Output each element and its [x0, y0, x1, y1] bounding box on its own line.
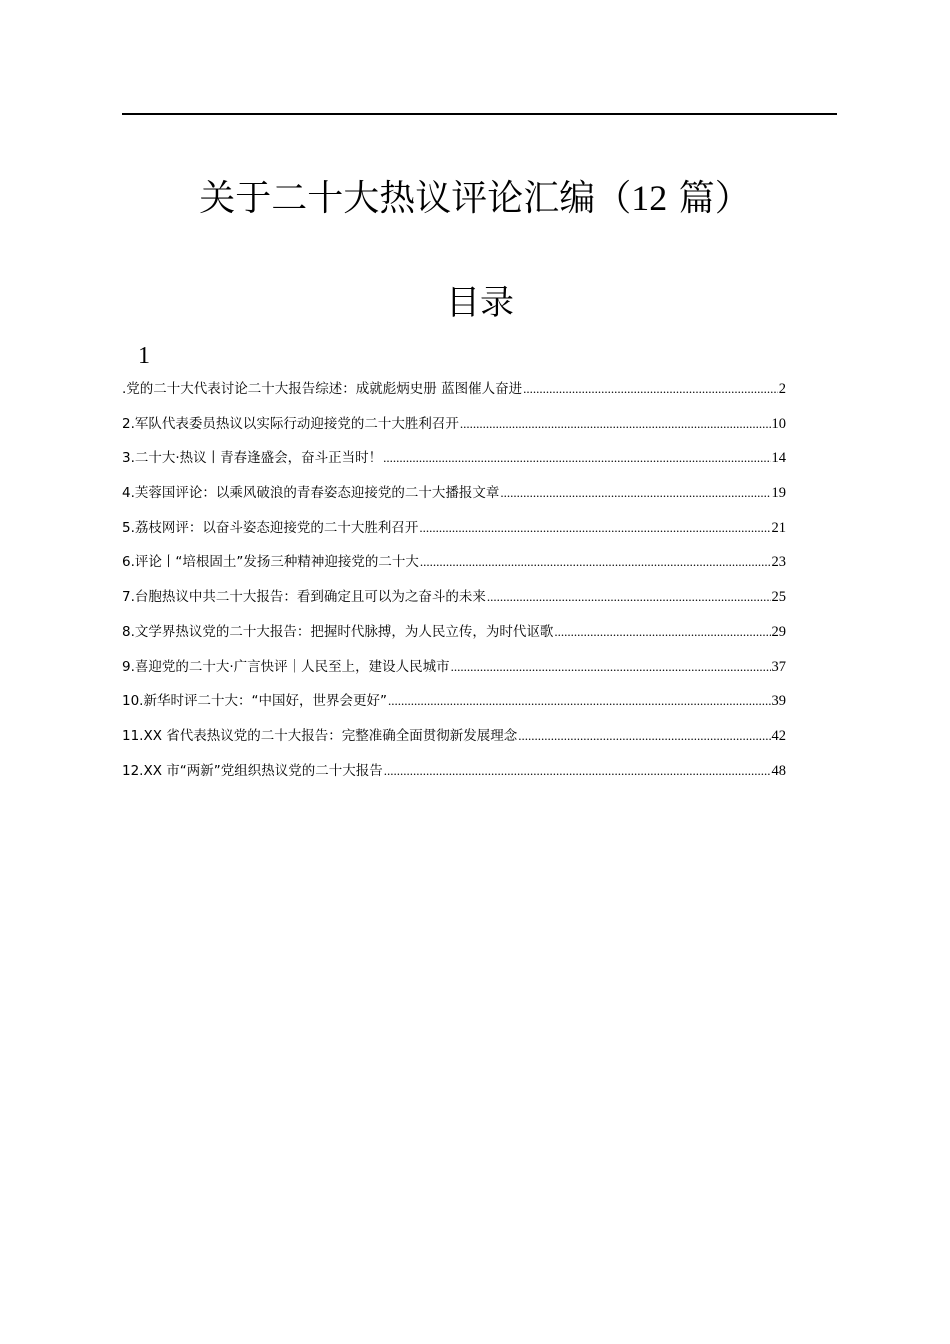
- toc-page-number[interactable]: 10: [771, 415, 786, 432]
- toc-page-number[interactable]: 23: [771, 554, 786, 571]
- toc-dot-leader: [388, 690, 771, 712]
- toc-entry-title[interactable]: 6.评论丨“培根固土”发扬三种精神迎接党的二十大: [122, 554, 419, 571]
- toc-dot-leader: [460, 413, 771, 435]
- toc-page-number[interactable]: 19: [771, 485, 786, 502]
- toc-page-number[interactable]: 14: [771, 450, 786, 467]
- toc-page-number[interactable]: 2: [778, 381, 786, 397]
- toc-dot-leader: [518, 725, 770, 747]
- toc-entry[interactable]: [122, 760, 786, 795]
- toc-entry-title[interactable]: 9.喜迎党的二十大·广言快评｜人民至上，建设人民城市: [122, 658, 450, 675]
- toc-entry[interactable]: [122, 447, 786, 482]
- toc-entry-title[interactable]: 12.XX 市“两新”党组织热议党的二十大报告: [122, 762, 383, 779]
- toc-entry[interactable]: [122, 482, 786, 517]
- toc-entry[interactable]: [122, 725, 786, 760]
- first-entry-number: 1: [138, 343, 150, 369]
- toc-entry[interactable]: [122, 690, 786, 725]
- toc-page-number[interactable]: 29: [771, 623, 786, 640]
- document-title: [0, 174, 950, 223]
- toc-entry-title[interactable]: 3.二十大·热议丨青春逢盛会，奋斗正当时！: [122, 450, 383, 467]
- toc-entry-title[interactable]: 10.新华时评二十大：“中国好，世界会更好”: [122, 693, 387, 710]
- toc-entry-title[interactable]: 8.文学界热议党的二十大报告：把握时代脉搏，为人民立传，为时代讴歌: [122, 623, 554, 640]
- title-number: 12: [631, 178, 668, 218]
- toc-dot-leader: [384, 760, 771, 782]
- toc-dot-leader: [419, 517, 770, 539]
- toc-entry-title[interactable]: 2.军队代表委员热议以实际行动迎接党的二十大胜利召开: [122, 415, 459, 432]
- toc-dot-leader: [383, 447, 770, 469]
- toc-page-number[interactable]: 48: [771, 762, 786, 779]
- toc-entry[interactable]: [122, 413, 786, 448]
- toc-entry-title[interactable]: 7.台胞热议中共二十大报告：看到确定且可以为之奋斗的未来: [122, 589, 486, 606]
- toc-dot-leader: [451, 656, 771, 678]
- toc-dot-leader: [554, 621, 770, 643]
- table-of-contents: [122, 378, 786, 794]
- toc-entry[interactable]: [122, 586, 786, 621]
- toc-entry-title[interactable]: .党的二十大代表讨论二十大报告综述：成就彪炳史册 蓝图催人奋进: [122, 381, 523, 397]
- toc-entry[interactable]: [122, 656, 786, 691]
- toc-dot-leader: [500, 482, 770, 504]
- title-prefix: 关于二十大热议评论汇编（: [199, 178, 632, 219]
- toc-dot-leader: [523, 378, 778, 400]
- toc-entry[interactable]: [122, 621, 786, 656]
- toc-entry[interactable]: [122, 517, 786, 552]
- toc-page-number[interactable]: 39: [771, 693, 786, 710]
- toc-entry-title[interactable]: 4.芙蓉国评论：以乘风破浪的青春姿态迎接党的二十大播报文章: [122, 485, 500, 502]
- toc-page-number[interactable]: 25: [771, 589, 786, 606]
- toc-entry[interactable]: [122, 551, 786, 586]
- toc-page-number[interactable]: 21: [771, 519, 786, 536]
- toc-heading: 目录: [446, 283, 514, 323]
- toc-page-number[interactable]: 42: [771, 727, 786, 744]
- toc-entry[interactable]: [122, 378, 786, 413]
- toc-dot-leader: [420, 551, 771, 573]
- header-rule: [122, 113, 837, 115]
- toc-entry-title[interactable]: 11.XX 省代表热议党的二十大报告：完整准确全面贯彻新发展理念: [122, 727, 518, 744]
- title-suffix: 篇）: [667, 178, 751, 219]
- toc-dot-leader: [487, 586, 771, 608]
- toc-page-number[interactable]: 37: [771, 658, 786, 675]
- toc-entry-title[interactable]: 5.荔枝网评：以奋斗姿态迎接党的二十大胜利召开: [122, 519, 419, 536]
